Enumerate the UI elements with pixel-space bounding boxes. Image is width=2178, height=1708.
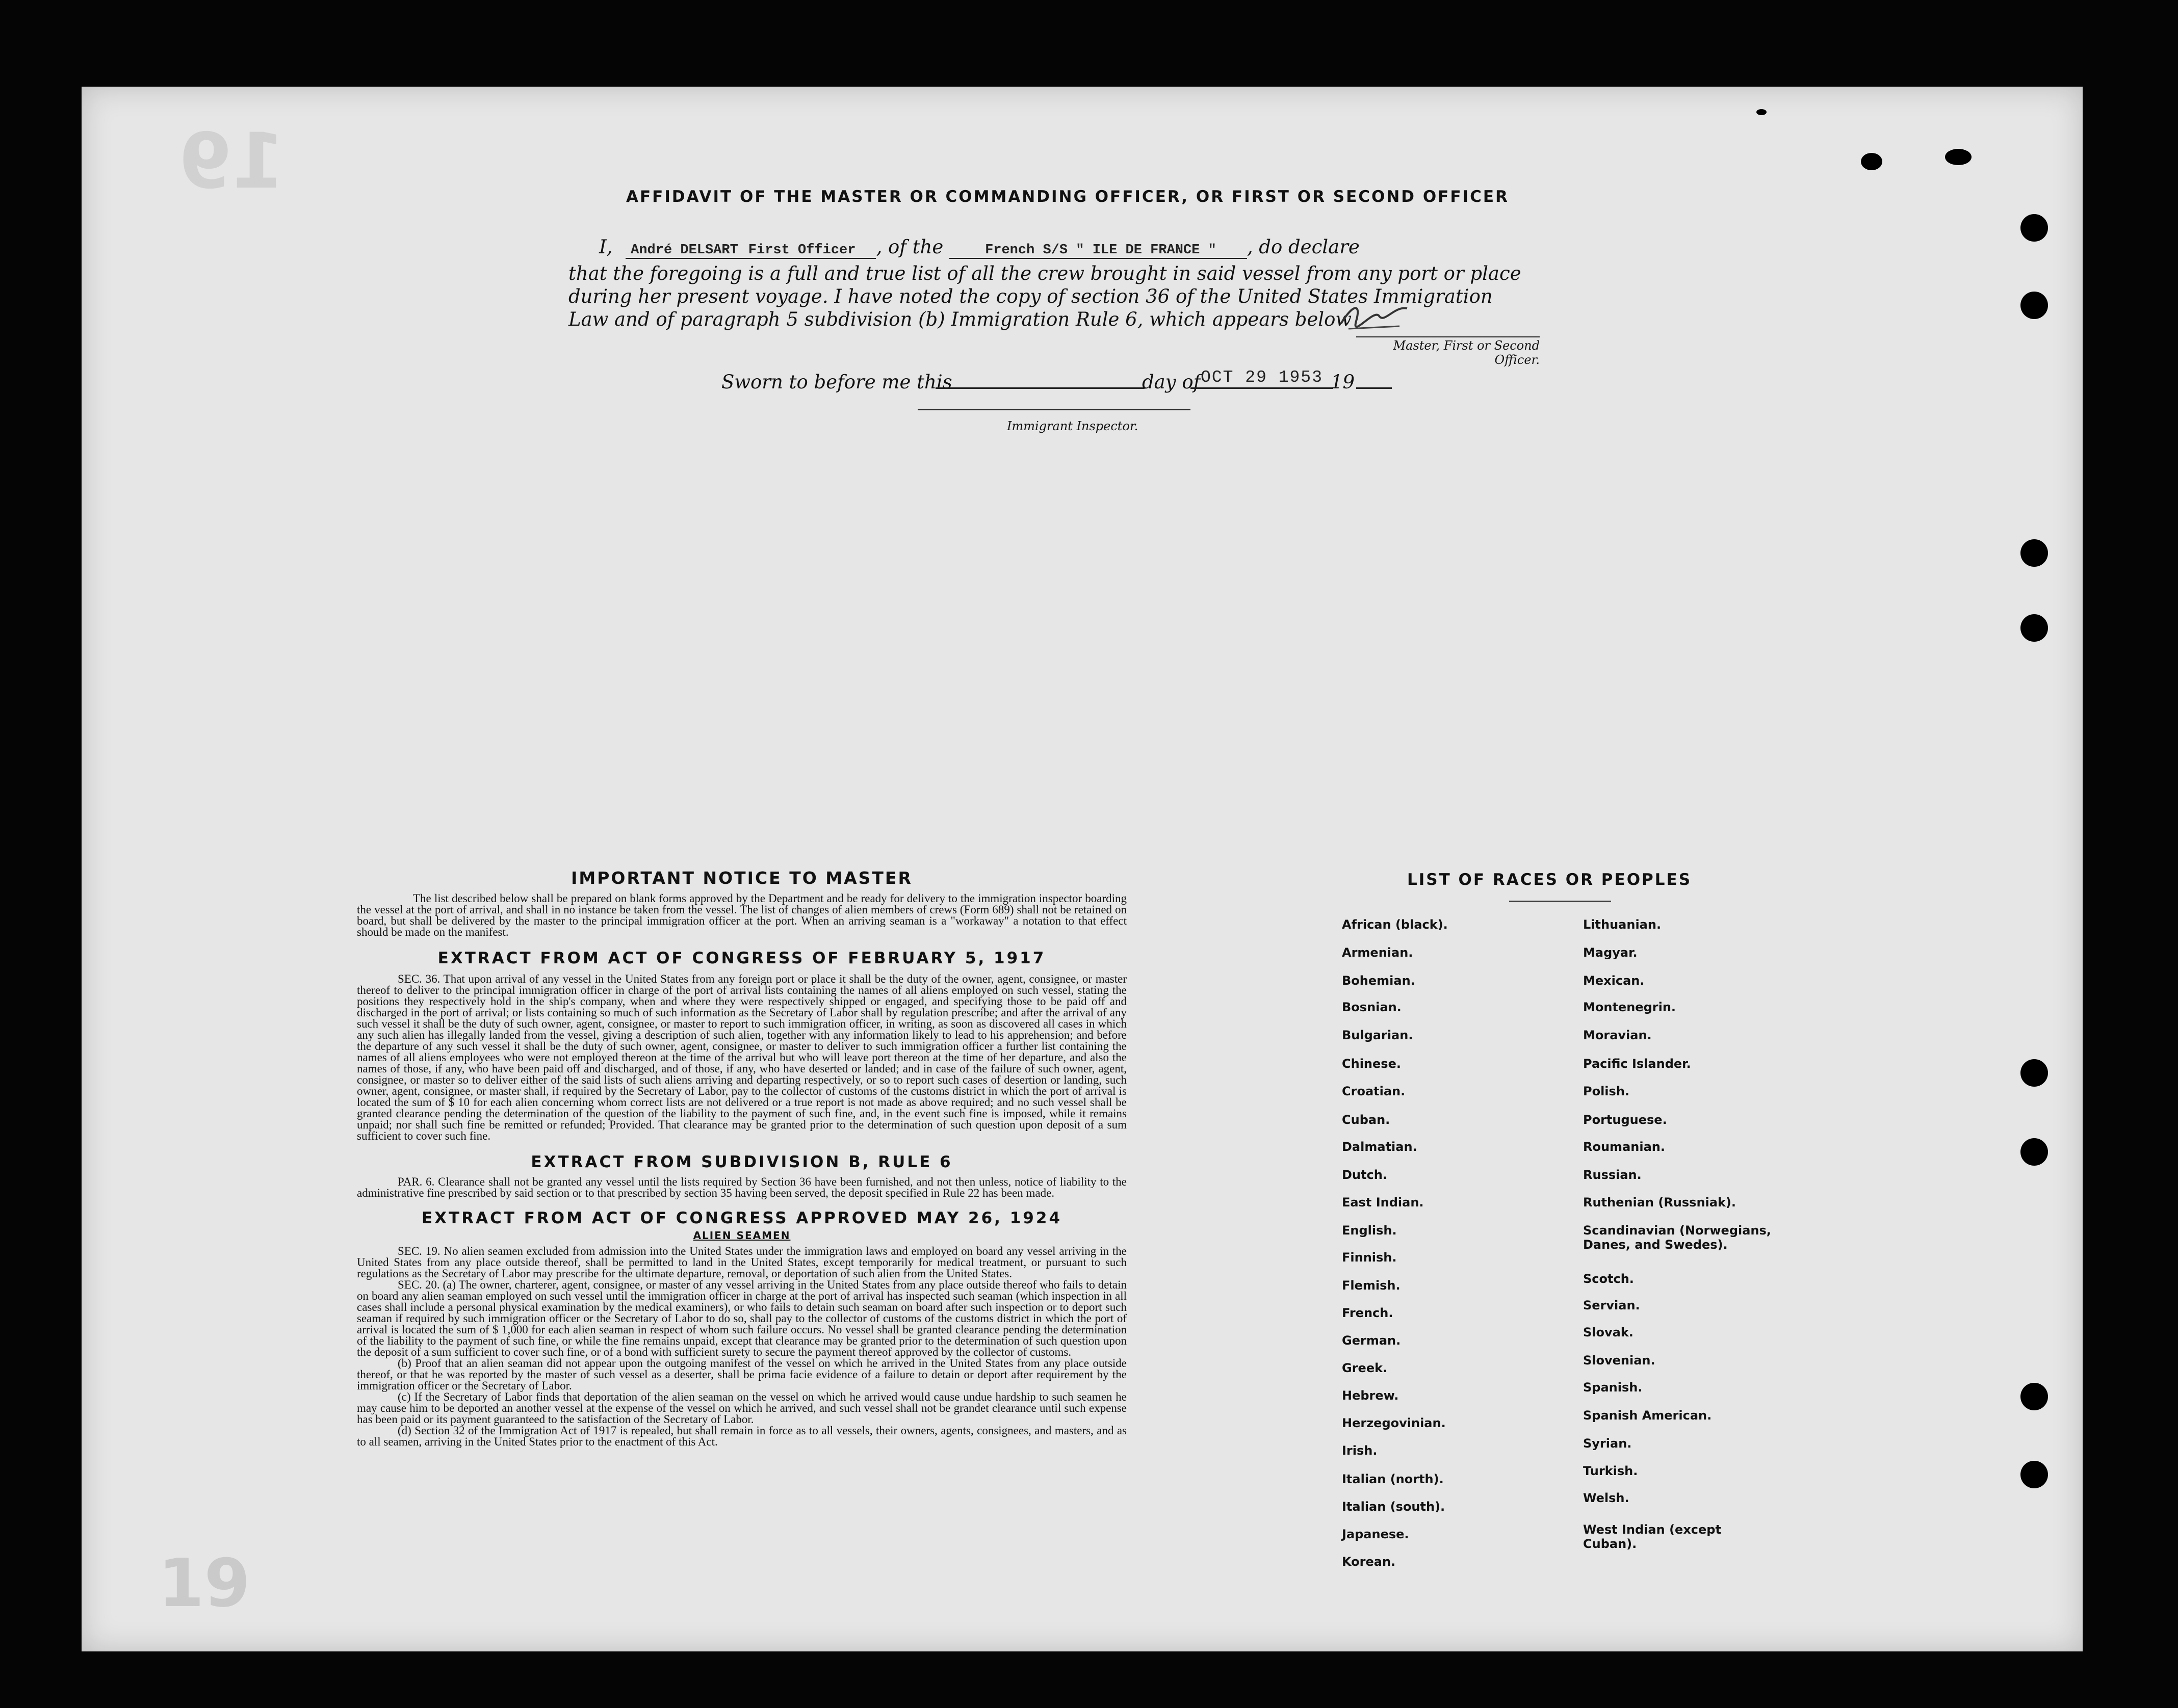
punch-hole — [2020, 292, 2048, 319]
race-entry: Magyar. — [1583, 945, 1638, 960]
punch-hole — [2020, 1138, 2048, 1166]
declaration-line — [568, 235, 1537, 262]
race-entry: Servian. — [1583, 1298, 1640, 1312]
officer-rank: First Officer — [743, 243, 876, 259]
race-entry: Cuban. — [1342, 1113, 1390, 1127]
race-entry: Bosnian. — [1342, 1000, 1402, 1014]
sworn-day-of-label: day of — [1142, 371, 1201, 393]
race-entry: Slovak. — [1583, 1325, 1634, 1339]
punch-hole — [2020, 1383, 2048, 1410]
ink-spot — [1756, 109, 1767, 115]
race-entry: Armenian. — [1342, 945, 1413, 960]
act-1924-sec20d: (d) Section 32 of the Immigration Act of 1917 is repealed, but shall remain in force as to all vessels, their owners, agents, consignees, and masters, and as to all seamen, arriving in the United States prior to the enactment of this Act. — [357, 1424, 1127, 1448]
punch-hole — [2020, 539, 2048, 567]
ink-spot — [1945, 149, 1972, 165]
race-entry: French. — [1342, 1306, 1393, 1320]
race-entry: Bulgarian. — [1342, 1028, 1413, 1042]
race-entry: Croatian. — [1342, 1084, 1406, 1098]
sworn-day-line — [936, 387, 1145, 389]
races-title: LIST OF RACES OR PEOPLES — [1407, 871, 1692, 889]
race-entry: Scotch. — [1583, 1272, 1634, 1286]
rule6-text: PAR. 6. Clearance shall not be granted any vessel until the lists required by Section 36 have been furnished, and not then unless, notice of liability to the administrative fine prescribed by said section or to that prescribed by section 35 having been served, the deposit specified in Rule 22 has been made. — [357, 1175, 1127, 1199]
race-entry: Turkish. — [1583, 1464, 1638, 1478]
race-entry: Bohemian. — [1342, 974, 1415, 988]
punch-hole — [2020, 214, 2048, 242]
act-1924-sec20a: SEC. 20. (a) The owner, charterer, agent, consignee, or master of any vessel arriving in the United States from any place outside thereof who fails to detain on board any alien seaman employed on such vessel until the immigration officer in charge at the port of arrival has inspected such seaman (which inspection in all cases shall include a personal physical examination by the medical examiners), or who fails to detain such seaman on board after such inspection or to deport such seaman if required by such immigration officer or the Secretary of Labor to do so, shall pay to the collector of customs of the customs district in which the port of arrival is located the sum of $ 1,000 for each alien seaman in respect of whom such failure occurs. No vessel shall be granted clearance pending the determination of the liability to the payment of such fine, or while the fine remains unpaid, except that clearance may be granted prior to the determination of such question upon the deposit of a sum sufficient to cover such fine, or of a bond with sufficient surety to secure the payment thereof approved by the collector of customs. — [357, 1278, 1127, 1358]
act-1917-title: EXTRACT FROM ACT OF CONGRESS OF FEBRUARY 5, 1917 — [437, 949, 1046, 967]
race-entry: East Indian. — [1342, 1195, 1424, 1210]
race-entry: Chinese. — [1342, 1057, 1401, 1071]
race-entry: Dalmatian. — [1342, 1140, 1417, 1154]
race-entry: German. — [1342, 1333, 1401, 1348]
race-entry: Herzegovinian. — [1342, 1416, 1446, 1430]
sworn-label: Sworn to before me this — [721, 371, 952, 393]
do-declare-label: , do declare — [1247, 236, 1360, 258]
officer-signature — [1338, 298, 1410, 334]
race-entry: Ruthenian (Russniak). — [1583, 1195, 1736, 1210]
of-the-label: , of the — [876, 236, 944, 258]
inspector-signature-line — [918, 409, 1190, 410]
race-entry: Moravian. — [1583, 1028, 1652, 1042]
legal-notices — [357, 868, 1127, 1448]
race-entry: Syrian. — [1583, 1436, 1632, 1451]
race-entry: Spanish American. — [1583, 1408, 1712, 1423]
race-entry: Finnish. — [1342, 1250, 1397, 1265]
affidavit-title: AFFIDAVIT OF THE MASTER OR COMMANDING OFFICER, OR FIRST OR SECOND OFFICER — [626, 188, 1509, 206]
race-entry: Korean. — [1342, 1555, 1396, 1569]
signature-caption: Master, First or Second Officer. — [1356, 336, 1540, 367]
sworn-date-line — [1190, 387, 1333, 389]
alien-seamen-subtitle: ALIEN SEAMEN — [693, 1229, 791, 1242]
vessel-name: French S/S " ILE DE FRANCE " — [949, 243, 1247, 259]
race-entry: Italian (south). — [1342, 1500, 1445, 1514]
officer-name: André DELSART — [626, 243, 743, 259]
race-entry: Polish. — [1583, 1084, 1630, 1098]
race-entry: Dutch. — [1342, 1168, 1387, 1182]
sworn-year-label: 19 — [1331, 371, 1355, 393]
race-entry: Flemish. — [1342, 1278, 1401, 1293]
race-entry: Russian. — [1583, 1168, 1642, 1182]
race-entry: Lithuanian. — [1583, 917, 1662, 932]
race-entry: Montenegrin. — [1583, 1000, 1676, 1014]
race-entry: Welsh. — [1583, 1491, 1629, 1505]
race-entry: West Indian (except Cuban). — [1583, 1522, 1721, 1551]
punch-hole — [2020, 614, 2048, 642]
act-1924-title: EXTRACT FROM ACT OF CONGRESS APPROVED MAY 26, 1924 — [421, 1209, 1062, 1227]
race-entry: English. — [1342, 1223, 1397, 1238]
act-1924-sec19: SEC. 19. No alien seamen excluded from admission into the United States under the immigration laws and employed on board any vessel arriving in the United States from any place outside thereof, shall be permitted to land in the United States, except temporarily for medical treatment, or pursuant to such regulations as the Secretary of Labor may prescribe for the ultimate departure, removal, or deportation of such alien from the United States. — [357, 1245, 1127, 1280]
race-entry: Italian (north). — [1342, 1472, 1444, 1486]
punch-hole — [2020, 1461, 2048, 1488]
race-entry: Pacific Islander. — [1583, 1057, 1691, 1071]
sworn-date-stamp: OCT 29 1953 — [1201, 368, 1323, 387]
notice-title: IMPORTANT NOTICE TO MASTER — [571, 868, 913, 888]
races-title-underline — [1509, 901, 1611, 902]
race-entry: Roumanian. — [1583, 1140, 1665, 1154]
margin-number: 19 — [158, 1544, 250, 1622]
race-entry: Portuguese. — [1583, 1113, 1667, 1127]
act-1917-text: SEC. 36. That upon arrival of any vessel in the United States from any foreign port or place it shall be the duty of the owner, agent, consignee, or master thereof to deliver to the principal immigration officer in charge of the port of arrival lists containing the names of all aliens employed on such vessel, stating the positions they respectively hold in the ship's company, when and where they were respectively shipped or engaged, and specifying those to be paid off and discharged in the port of arrival; or lists containing so much of such information as the Secretary of Labor shall by regulation prescribe; and after the arrival of any such vessel it shall be the duty of such owner, agent, consignee, or master to report to such immigration officer, in writing, as soon as discovered all cases in which any such alien has illegally landed from the vessel, giving a description of such alien, together with any information likely to lead to his apprehension; and before the departure of any such vessel it shall be the duty of such owner, agent, consignee, or master to deliver to such immigration officer a further list containing the names of all aliens employees who were not employed thereon at the time of the arrival but who will leave port thereon at the time of her departure, and also the names of those, if any, who have been paid off and discharged, and of those, if any, who have deserted or landed; and in case of the failure of such owner, agent, consignee, or master so to deliver either of the said lists of such aliens arriving and departing respectively, or so to report such cases of desertion or landing, such owner, agent, consignee, or master shall, if required by the Secretary of Labor, pay to the collector of customs of the customs district in which the port of arrival is located the sum of $ 10 for each alien concerning whom correct lists are not delivered or a true report is not made as above required; and no such vessel shall be granted clearance pending the determination of the question of the liability to the payment of such fine, and, in the event such fine is imposed, while it remains unpaid; nor shall such fine be remitted or refunded; Provided. That clearance may be granted prior to the determination of such question upon deposit of a sum sufficient to cover such fine. — [357, 973, 1127, 1142]
race-entry: Irish. — [1342, 1443, 1378, 1458]
race-entry: Hebrew. — [1342, 1388, 1399, 1403]
rule6-title: EXTRACT FROM SUBDIVISION B, RULE 6 — [531, 1153, 953, 1171]
race-entry: African (black). — [1342, 917, 1448, 932]
notice-text: The list described below shall be prepared on blank forms approved by the Department and be ready for delivery to the immigration inspector boarding the vessel at the port of arrival, and shall in no instance be taken from the vessel. The list of changes of alien members of crews (Form 689) shall not be retained on board, but shall be delivered by the master to the principal immigration officer at the port. When an arriving seaman is a "workaway" a notation to that effect should be made on the manifest. — [357, 892, 1127, 938]
sworn-year-line — [1356, 387, 1392, 389]
race-entry: Greek. — [1342, 1361, 1388, 1375]
race-entry: Spanish. — [1583, 1380, 1643, 1395]
declaration-body: that the foregoing is a full and true list of all the crew brought in said vessel from any port or place during her present voyage. I have noted the copy of section 36 of the United States Immigration Law and of paragraph 5 subdivision (b) Immigration Rule 6, which appears below — [568, 262, 1521, 330]
i-label: I, — [599, 236, 613, 258]
race-entry: Japanese. — [1342, 1527, 1409, 1541]
act-1924-sec20b: (b) Proof that an alien seaman did not appear upon the outgoing manifest of the vessel on which he arrived in the United States from any place outside thereof, or that he was reported by the master of such vessel as a deserter, shall be prima facie evidence of a failure to detain or deport after requirement by the immigration officer or the Secretary of Labor. — [357, 1357, 1127, 1392]
race-entry: Scandinavian (Norwegians, Danes, and Swedes). — [1583, 1223, 1771, 1252]
race-entry: Mexican. — [1583, 974, 1645, 988]
act-1924-sec20c: (c) If the Secretary of Labor finds that deportation of the alien seaman on the vessel on which he arrived would cause undue hardship to such seamen he may cause him to be deported an another vessel at the expense of the vessel on which he arrived, and such vessel shall not be grandet clearance until such expense has been paid or its payment guaranteed to the satisfaction of the Secretary of Labor. — [357, 1390, 1127, 1426]
ink-spot — [1861, 153, 1882, 170]
inspector-caption: Immigrant Inspector. — [1007, 419, 1138, 433]
punch-hole — [2020, 1059, 2048, 1087]
race-entry: Slovenian. — [1583, 1353, 1655, 1368]
bleed-through-number: 19 — [178, 117, 285, 206]
